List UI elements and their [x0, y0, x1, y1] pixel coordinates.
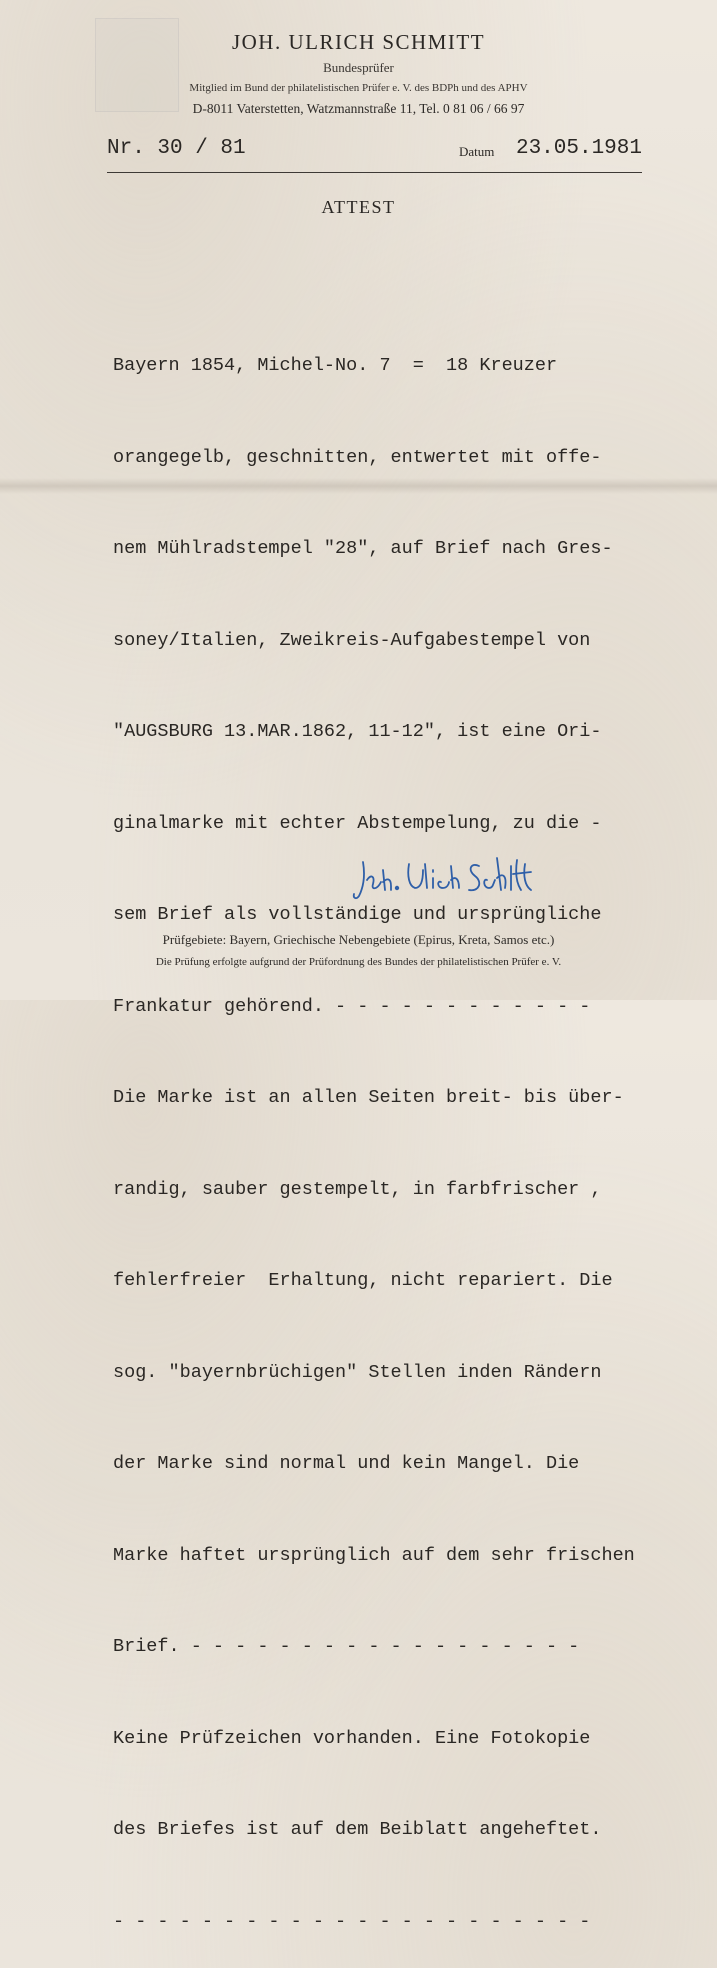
address-line: D-8011 Vaterstetten, Watzmannstraße 11, Tel. 0 81 06 / 66 97: [192, 101, 525, 116]
body-line: sem Brief als vollständige und ursprüngliche: [113, 904, 602, 925]
body-line: Bayern 1854, Michel-No. 7 = 18 Kreuzer: [113, 355, 558, 376]
body-line: Brief. - - - - - - - - - - - - - - - - - -: [113, 1636, 580, 1657]
body-line: soney/Italien, Zweikreis-Aufgabestempel von: [113, 629, 591, 651]
date-value: 23.05.1981: [515, 137, 642, 160]
body-line: des Briefes ist auf dem Beiblatt angeheftet.: [113, 1819, 602, 1840]
body-line: "AUGSBURG 13.MAR.1862, 11-12", ist eine Ori-: [113, 721, 602, 742]
header-rule: [107, 172, 642, 173]
body-line: fehlerfreier Erhaltung, nicht repariert. Die: [113, 1270, 613, 1291]
body-line: nem Mühlradstempel "28", auf Brief nach Gres-: [113, 538, 613, 559]
examination-rules-note: Die Prüfung erfolgte aufgrund der Prüfordnung des Bundes der philatelistischen Prüfer e. V.: [155, 956, 562, 968]
examiner-title: Bundesprüfer: [323, 60, 394, 75]
membership-line: Mitglied im Bund der philatelistischen Prüfer e. V. des BDPh und des APHV: [189, 82, 528, 94]
body-line: Marke haftet ursprünglich auf dem sehr frischen: [113, 1544, 635, 1566]
handwritten-signature: [345, 840, 555, 910]
examiner-name: JOH. ULRICH SCHMITT: [231, 30, 486, 54]
certificate-number: Nr. 30 / 81: [107, 137, 246, 160]
body-line: Frankatur gehörend. - - - - - - - - - - - -: [113, 995, 591, 1017]
document-heading: ATTEST: [321, 197, 396, 217]
certificate-body: [113, 290, 713, 1968]
body-line: orangegelb, geschnitten, entwertet mit offe-: [113, 446, 602, 468]
body-line: - - - - - - - - - - - - - - - - - - - - - -: [113, 1910, 591, 1932]
body-line: ginalmarke mit echter Abstempelung, zu die -: [113, 812, 602, 834]
body-line: Die Marke ist an allen Seiten breit- bis über-: [113, 1087, 624, 1108]
footer: [0, 932, 717, 968]
letterhead: [0, 30, 717, 117]
body-line: sog. "bayernbrüchigen" Stellen inden Rändern: [113, 1361, 602, 1383]
reference-row: [107, 137, 642, 171]
body-line: der Marke sind normal und kein Mangel. Die: [113, 1453, 580, 1474]
body-line: randig, sauber gestempelt, in farbfrischer ,: [113, 1178, 602, 1200]
examination-areas: Prüfgebiete: Bayern, Griechische Nebengebiete (Epirus, Kreta, Samos etc.): [162, 932, 555, 947]
date-label: Datum: [459, 144, 495, 159]
body-line: Keine Prüfzeichen vorhanden. Eine Fotokopie: [113, 1727, 591, 1749]
